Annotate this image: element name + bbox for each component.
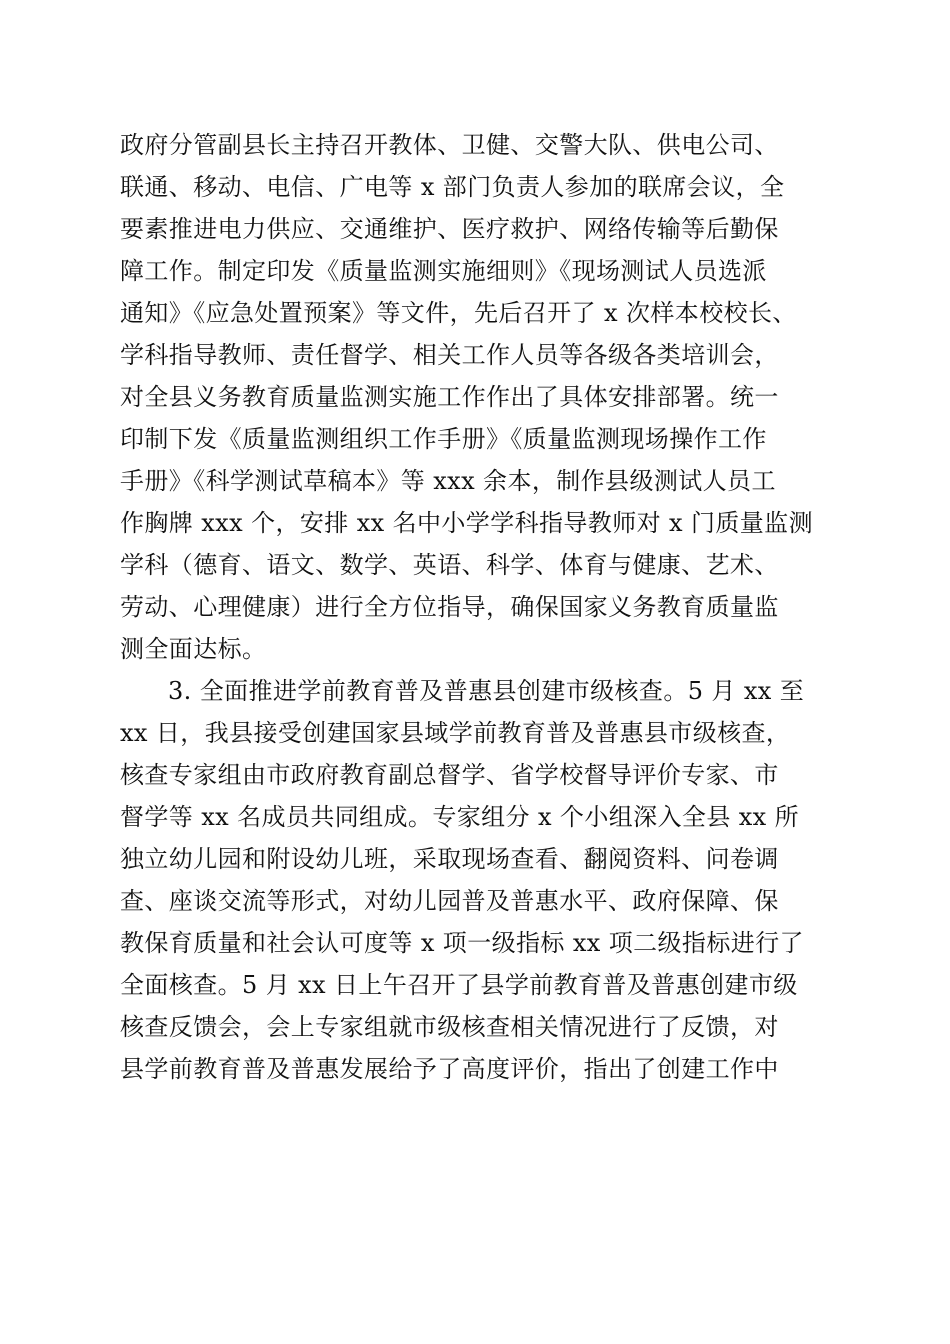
text-line: 核查专家组由市政府教育副总督学、省学校督导评价专家、市 — [120, 761, 779, 789]
text-line: 印制下发《质量监测组织工作手册》《质量监测现场操作工作 — [120, 425, 767, 453]
text-line: 政府分管副县长主持召开教体、卫健、交警大队、供电公司、 — [120, 131, 779, 159]
text-line: 测全面达标。 — [120, 635, 267, 663]
paragraph-logistics-monitoring — [120, 124, 840, 670]
text-line: 独立幼儿园和附设幼儿班，采取现场查看、翻阅资料、问卷调 — [120, 845, 779, 873]
text-line: 劳动、心理健康）进行全方位指导，确保国家义务教育质量监 — [120, 593, 779, 621]
text-line: 核查反馈会，会上专家组就市级核查相关情况进行了反馈，对 — [120, 1013, 779, 1041]
text-line: 对全县义务教育质量监测实施工作作出了具体安排部署。统一 — [120, 383, 779, 411]
text-line: 学科（德育、语文、数学、英语、科学、体育与健康、艺术、 — [120, 551, 779, 579]
text-line: 查、座谈交流等形式，对幼儿园普及普惠水平、政府保障、保 — [120, 887, 779, 915]
text-line: 联通、移动、电信、广电等 x 部门负责人参加的联席会议，全 — [120, 173, 785, 201]
text-line: 障工作。制定印发《质量监测实施细则》《现场测试人员选派 — [120, 257, 767, 285]
text-line: xx 日，我县接受创建国家县域学前教育普及普惠县市级核查， — [120, 719, 791, 747]
text-line: 学科指导教师、责任督学、相关工作人员等各级各类培训会， — [120, 341, 779, 369]
paragraph-preschool-inspection — [120, 670, 840, 1090]
text-line-indented: 3. 全面推进学前教育普及普惠县创建市级核查。5 月 xx 至 — [168, 677, 805, 705]
text-line: 通知》《应急处置预案》等文件，先后召开了 x 次样本校校长、 — [120, 299, 797, 327]
text-line: 全面核查。5 月 xx 日上午召开了县学前教育普及普惠创建市级 — [120, 971, 798, 999]
document-body — [120, 124, 840, 1090]
text-line: 要素推进电力供应、交通维护、医疗救护、网络传输等后勤保 — [120, 215, 779, 243]
text-line: 作胸牌 xxx 个，安排 xx 名中小学学科指导教师对 x 门质量监测 — [120, 509, 813, 537]
text-line: 督学等 xx 名成员共同组成。专家组分 x 个小组深入全县 xx 所 — [120, 803, 800, 831]
text-line: 手册》《科学测试草稿本》等 xxx 余本，制作县级测试人员工 — [120, 467, 776, 495]
text-line: 教保育质量和社会认可度等 x 项一级指标 xx 项二级指标进行了 — [120, 929, 804, 957]
text-line: 县学前教育普及普惠发展给予了高度评价，指出了创建工作中 — [120, 1055, 779, 1083]
